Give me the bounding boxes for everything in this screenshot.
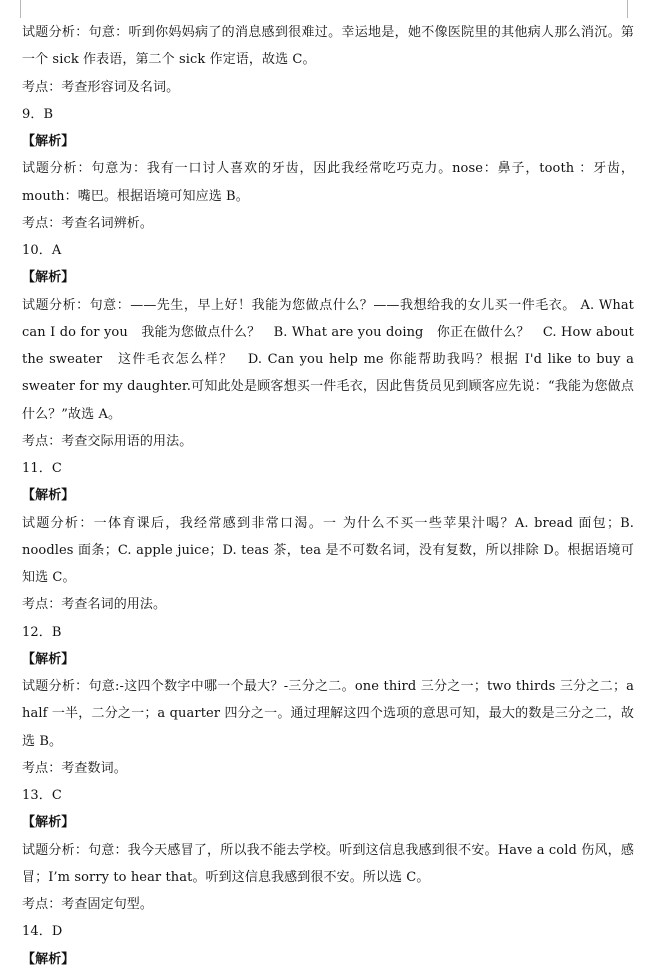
test-point-13: 考点：考查固定句型。	[22, 897, 154, 912]
test-point-9: 考点：考查名词辨析。	[22, 215, 154, 231]
analysis-heading-13: 【解析】	[22, 815, 75, 831]
analysis-paragraph-10: 试题分析：句意：——先生，早上好！我能为您做点什么？——我想给我的女儿买一件毛衣。 A. What can I do for you 我能为您做点什么？ B. What are you doing 你正在做什么？ C. How about the sweater 这件毛衣怎么样？ D. Can you help me 你能帮助我吗？根据 I'd like to buy a sweater for my daughter.可知此处是顾客想买一件毛衣，因此售货员见到顾客应先说：“我能为您做点什么？”故选 A。	[22, 297, 634, 422]
analysis-paragraph-12: 试题分析：句意:-这四个数字中哪一个最大？-三分之二。one third 三分之一；two thirds 三分之二；a half 一半，二分之一；a quarter 四分之一。通过理解这四个选项的意思可知，最大的数是三分之二，故选 B。	[22, 679, 634, 749]
analysis-paragraph-9: 试题分析：句意为：我有一口讨人喜欢的牙齿，因此我经常吃巧克力。nose：鼻子，tooth ：牙齿，mouth：嘴巴。根据语境可知应选 B。	[22, 161, 634, 204]
test-point-8: 考点：考查形容词及名词。	[22, 79, 180, 95]
analysis-heading-10: 【解析】	[22, 270, 75, 286]
analysis-paragraph-11: 试题分析：一体育课后，我经常感到非常口渴。一 为什么不买一些苹果汁喝？A. bread 面包；B. noodles 面条；C. apple juice；D. teas 茶，tea 是不可数名词，没有复数，所以排除 D。根据语境可知选 C。	[22, 515, 634, 585]
answer-number-11: 11．C	[22, 461, 62, 476]
test-point-10: 考点：考查交际用语的用法。	[22, 433, 193, 449]
answer-number-14: 14．D	[22, 924, 63, 940]
test-point-11: 考点：考查名词的用法。	[22, 597, 167, 613]
crop-mark-left	[20, 0, 21, 18]
analysis-heading-14: 【解析】	[22, 951, 75, 967]
answer-number-12: 12．B	[22, 624, 62, 640]
analysis-heading-9: 【解析】	[22, 134, 75, 149]
analysis-paragraph-13: 试题分析：句意：我今天感冒了，所以我不能去学校。听到这信息我感到很不安。Have a cold 伤风，感冒；I’m sorry to hear that。听到这信息我感到很不安。所以选 C。	[22, 842, 634, 885]
analysis-heading-11: 【解析】	[22, 488, 75, 504]
test-point-12: 考点：考查数词。	[22, 760, 127, 776]
answer-number-10: 10．A	[22, 243, 62, 258]
answer-content	[22, 19, 634, 973]
answer-number-13: 13．C	[22, 788, 62, 803]
answer-number-9: 9．B	[22, 106, 54, 122]
analysis-heading-12: 【解析】	[22, 651, 75, 667]
analysis-paragraph-8: 试题分析：句意：听到你妈妈病了的消息感到很难过。幸运地是，她不像医院里的其他病人那么消沉。第一个 sick 作表语，第二个 sick 作定语，故选 C。	[22, 25, 634, 68]
crop-mark-right	[627, 0, 628, 18]
